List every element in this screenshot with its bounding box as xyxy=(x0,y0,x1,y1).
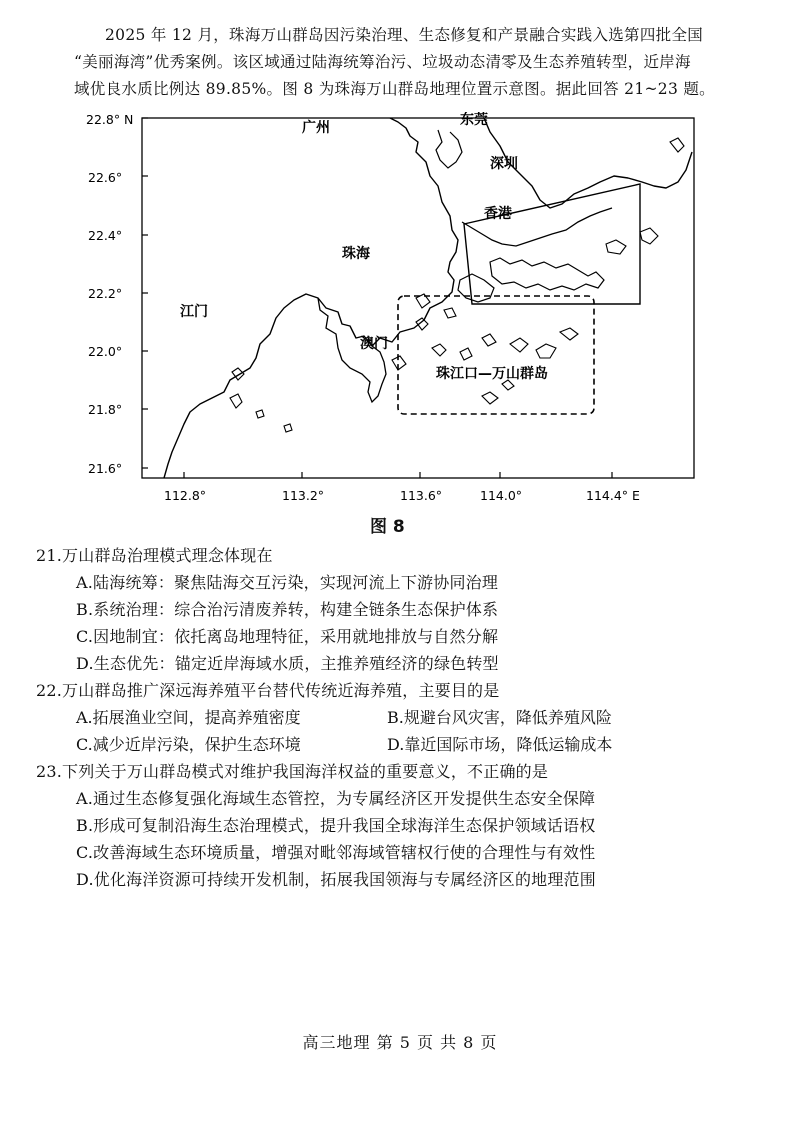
question-23-stem: 23.下列关于万山群岛模式对维护我国海洋权益的重要意义，不正确的是 xyxy=(36,762,549,781)
question-22-option-b: B.规避台风灾害，降低养殖风险 xyxy=(387,708,612,727)
label-zhuhai: 珠海 xyxy=(342,246,370,262)
lat-label-21-6: 21.6° xyxy=(88,461,123,476)
lat-ticks xyxy=(142,118,148,468)
intro-paragraph xyxy=(74,22,754,103)
lon-label-113-2: 113.2° xyxy=(282,488,325,503)
intro-line-3: 域优良水质比例达 89.85%。图 8 为珠海万山群岛地理位置示意图。据此回答 21~23 题。 xyxy=(74,80,715,98)
question-23-option-c: C.改善海域生态环境质量，增强对毗邻海域管辖权行使的合理性与有效性 xyxy=(76,843,596,862)
question-21-option-b: B.系统治理：综合治污清废养转，构建全链条生态保护体系 xyxy=(76,600,499,619)
question-21-option-d: D.生态优先：锚定近岸海域水质，主推养殖经济的绿色转型 xyxy=(76,654,499,673)
question-22-option-a: A.拓展渔业空间，提高养殖密度 xyxy=(76,708,301,727)
lat-label-22-8: 22.8° N xyxy=(86,112,134,127)
lat-label-21-8: 21.8° xyxy=(88,402,123,417)
page-footer: 高三地理 第 5 页 共 8 页 xyxy=(302,1033,498,1052)
small-island-5 xyxy=(392,356,406,370)
small-island-3 xyxy=(670,138,684,152)
southwest-islands xyxy=(230,394,292,432)
label-macau: 澳门 xyxy=(360,336,388,352)
lon-ticks xyxy=(184,472,612,478)
lat-label-22-4: 22.4° xyxy=(88,228,123,243)
hongkong-island xyxy=(490,258,604,290)
question-23-option-b: B.形成可复制沿海生态治理模式，提升我国全球海洋生态保护领域话语权 xyxy=(76,816,596,835)
question-22-row-2 xyxy=(76,731,776,758)
question-23-option-d: D.优化海洋资源可持续开发机制，拓展我国领海与专属经济区的地理范围 xyxy=(76,870,596,889)
lon-label-114-0: 114.0° xyxy=(480,488,523,503)
questions-block xyxy=(36,542,776,893)
label-hongkong: 香港 xyxy=(484,206,512,222)
hongkong-region-outline xyxy=(464,184,640,304)
label-wanshan: 珠江口—万山群岛 xyxy=(436,366,548,382)
small-island-1 xyxy=(606,240,626,254)
figure-caption: 图 8 xyxy=(370,517,405,537)
question-22-option-c: C.减少近岸污染，保护生态环境 xyxy=(76,735,301,754)
lat-label-22-0: 22.0° xyxy=(88,344,123,359)
question-21-option-a: A.陆海统筹：聚焦陆海交互污染，实现河流上下游协同治理 xyxy=(76,573,499,592)
label-shenzhen: 深圳 xyxy=(490,156,518,172)
label-dongguan: 东莞 xyxy=(460,112,488,128)
wanshan-islands xyxy=(416,308,578,404)
lat-label-22-2: 22.2° xyxy=(88,286,123,301)
label-jiangmen: 江门 xyxy=(180,304,208,320)
intro-line-2: “美丽海湾”优秀案例。该区域通过陆海统筹治污、垃圾动态清零及生态养殖转型，近岸海 xyxy=(74,53,691,71)
location-map xyxy=(80,112,720,512)
question-22-stem: 22.万山群岛推广深远海养殖平台替代传统近海养殖，主要目的是 xyxy=(36,681,500,700)
question-22-row-1 xyxy=(76,704,776,731)
lon-label-114-4: 114.4° E xyxy=(586,488,640,503)
mainland-coastline xyxy=(164,118,458,478)
small-island-2 xyxy=(640,228,658,244)
lon-label-112-8: 112.8° xyxy=(164,488,207,503)
question-21-stem: 21.万山群岛治理模式理念体现在 xyxy=(36,546,273,565)
river-channel xyxy=(436,130,462,168)
question-21-option-c: C.因地制宜：依托离岛地理特征，采用就地排放与自然分解 xyxy=(76,627,499,646)
question-22-option-d: D.靠近国际市场，降低运输成本 xyxy=(387,735,613,754)
question-23-option-a: A.通过生态修复强化海域生态管控，为专属经济区开发提供生态安全保障 xyxy=(76,789,596,808)
map-frame xyxy=(142,118,694,478)
label-guangzhou: 广州 xyxy=(302,120,330,136)
lat-label-22-6: 22.6° xyxy=(88,170,123,185)
lon-label-113-6: 113.6° xyxy=(400,488,443,503)
intro-line-1: 2025 年 12 月，珠海万山群岛因污染治理、生态修复和产景融合实践入选第四批全国 xyxy=(105,26,704,44)
lantau-island xyxy=(458,274,494,302)
